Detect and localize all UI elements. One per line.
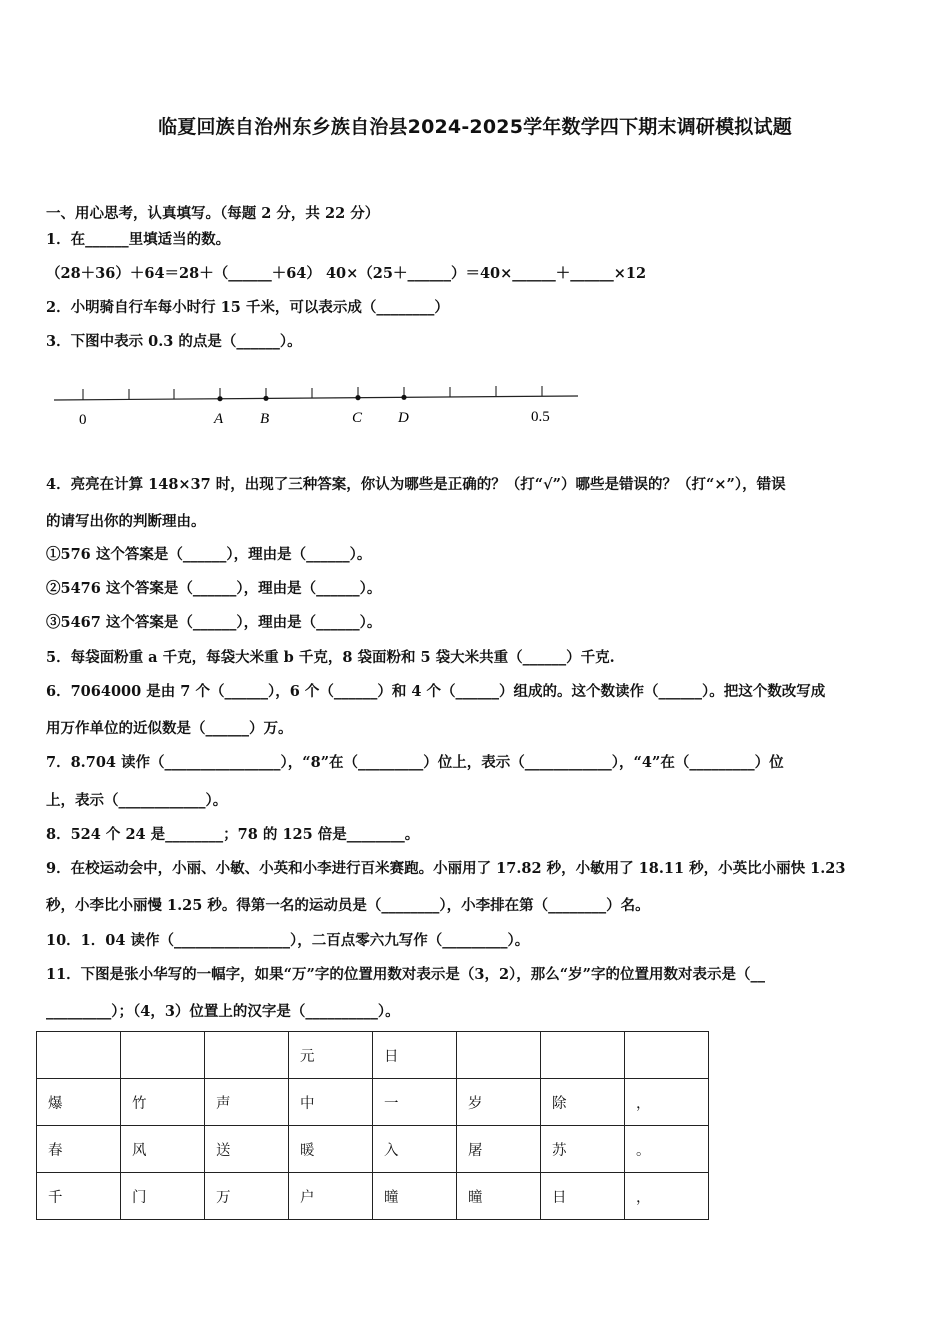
grid-cell: 苏 — [541, 1126, 625, 1173]
point-a — [217, 396, 222, 401]
grid-cell: 竹 — [121, 1079, 205, 1126]
question-11: 11．下图是张小华写的一幅字，如果“万”字的位置用数对表示是（3，2），那么“岁”字的位置用数对表示是（__ — [46, 966, 765, 983]
label-b: B — [260, 411, 270, 427]
grid-cell — [121, 1032, 205, 1079]
question-6-cont: 用万作单位的近似数是（______）万。 — [46, 720, 293, 737]
question-9: 9．在校运动会中，小丽、小敏、小英和小李进行百米赛跑。小丽用了 17.82 秒，小敏用了 18.11 秒，小英比小丽快 1.23 — [46, 860, 846, 877]
grid-cell — [37, 1032, 121, 1079]
label-zero: 0 — [79, 412, 87, 428]
calligraphy-grid — [36, 1031, 709, 1220]
grid-cell: 入 — [373, 1126, 457, 1173]
label-d: D — [398, 410, 409, 426]
section-heading: 一、用心思考，认真填写。（每题 2 分，共 22 分） — [46, 205, 380, 222]
question-6: 6．7064000 是由 7 个（______），6 个（______）和 4 个（______）组成的。这个数读作（______）。把这个数改写成 — [46, 683, 826, 700]
question-8: 8．524 个 24 是________；78 的 125 倍是________。 — [46, 826, 420, 843]
label-c: C — [352, 410, 363, 426]
question-4: 4．亮亮在计算 148×37 时，出现了三种答案，你认为哪些是正确的？（打“√”）哪些是错误的？（打“×”），错误 — [46, 476, 786, 493]
grid-cell: 曈 — [457, 1173, 541, 1220]
grid-cell — [541, 1032, 625, 1079]
grid-cell: 元 — [289, 1032, 373, 1079]
question-10: 10．1．04 读作（________________），二百点零六九写作（_________）。 — [46, 932, 530, 949]
page-title: 临夏回族自治州东乡族自治县2024-2025学年数学四下期末调研模拟试题 — [158, 116, 792, 138]
question-3: 3．下图中表示 0.3 的点是（______）。 — [46, 333, 302, 350]
grid-cell: 。 — [625, 1126, 709, 1173]
point-b — [263, 396, 268, 401]
grid-cell: 曈 — [373, 1173, 457, 1220]
grid-cell: 户 — [289, 1173, 373, 1220]
grid-cell: 春 — [37, 1126, 121, 1173]
grid-row — [37, 1173, 709, 1220]
grid-cell: 日 — [541, 1173, 625, 1220]
question-4-cont: 的请写出你的判断理由。 — [46, 513, 206, 530]
grid-cell: 送 — [205, 1126, 289, 1173]
label-a: A — [214, 411, 224, 427]
question-11-cont: _________）；（4，3）位置上的汉字是（__________）。 — [46, 1003, 400, 1020]
question-7-cont: 上，表示（____________）。 — [46, 792, 228, 809]
grid-cell: 暖 — [289, 1126, 373, 1173]
grid-row — [37, 1079, 709, 1126]
point-d — [401, 395, 406, 400]
question-1-equations: （28＋36）＋64＝28＋（______＋64） 40×（25＋______）＝40×______＋______×12 — [46, 265, 647, 282]
grid-row — [37, 1032, 709, 1079]
question-4-item-1: ①576 这个答案是（______），理由是（______）。 — [46, 546, 372, 563]
grid-cell — [457, 1032, 541, 1079]
grid-cell: 日 — [373, 1032, 457, 1079]
grid-cell: 万 — [205, 1173, 289, 1220]
grid-cell: 屠 — [457, 1126, 541, 1173]
question-7: 7．8.704 读作（________________），“8”在（_________）位上，表示（____________），“4”在（_________）位 — [46, 754, 784, 771]
grid-cell: 一 — [373, 1079, 457, 1126]
question-4-item-2: ②5476 这个答案是（______），理由是（______）。 — [46, 580, 382, 597]
grid-cell: ， — [625, 1173, 709, 1220]
number-line-figure — [46, 372, 586, 434]
question-2: 2．小明骑自行车每小时行 15 千米，可以表示成（________） — [46, 299, 449, 316]
question-4-item-3: ③5467 这个答案是（______），理由是（______）。 — [46, 614, 382, 631]
question-5: 5．每袋面粉重 a 千克，每袋大米重 b 千克，8 袋面粉和 5 袋大米共重（______）千克. — [46, 649, 615, 666]
grid-cell: ， — [625, 1079, 709, 1126]
number-line-axis — [54, 396, 578, 400]
number-line-ticks — [83, 386, 542, 400]
grid-cell: 声 — [205, 1079, 289, 1126]
grid-row — [37, 1126, 709, 1173]
grid-cell — [205, 1032, 289, 1079]
label-end: 0.5 — [531, 409, 550, 425]
grid-cell: 除 — [541, 1079, 625, 1126]
grid-cell — [625, 1032, 709, 1079]
question-1: 1．在______里填适当的数。 — [46, 231, 231, 248]
grid-cell: 门 — [121, 1173, 205, 1220]
grid-cell: 风 — [121, 1126, 205, 1173]
question-9-cont: 秒，小李比小丽慢 1.25 秒。得第一名的运动员是（________），小李排在第（________）名。 — [46, 897, 650, 914]
grid-cell: 千 — [37, 1173, 121, 1220]
grid-cell: 中 — [289, 1079, 373, 1126]
grid-cell: 爆 — [37, 1079, 121, 1126]
grid-cell: 岁 — [457, 1079, 541, 1126]
point-c — [355, 395, 360, 400]
